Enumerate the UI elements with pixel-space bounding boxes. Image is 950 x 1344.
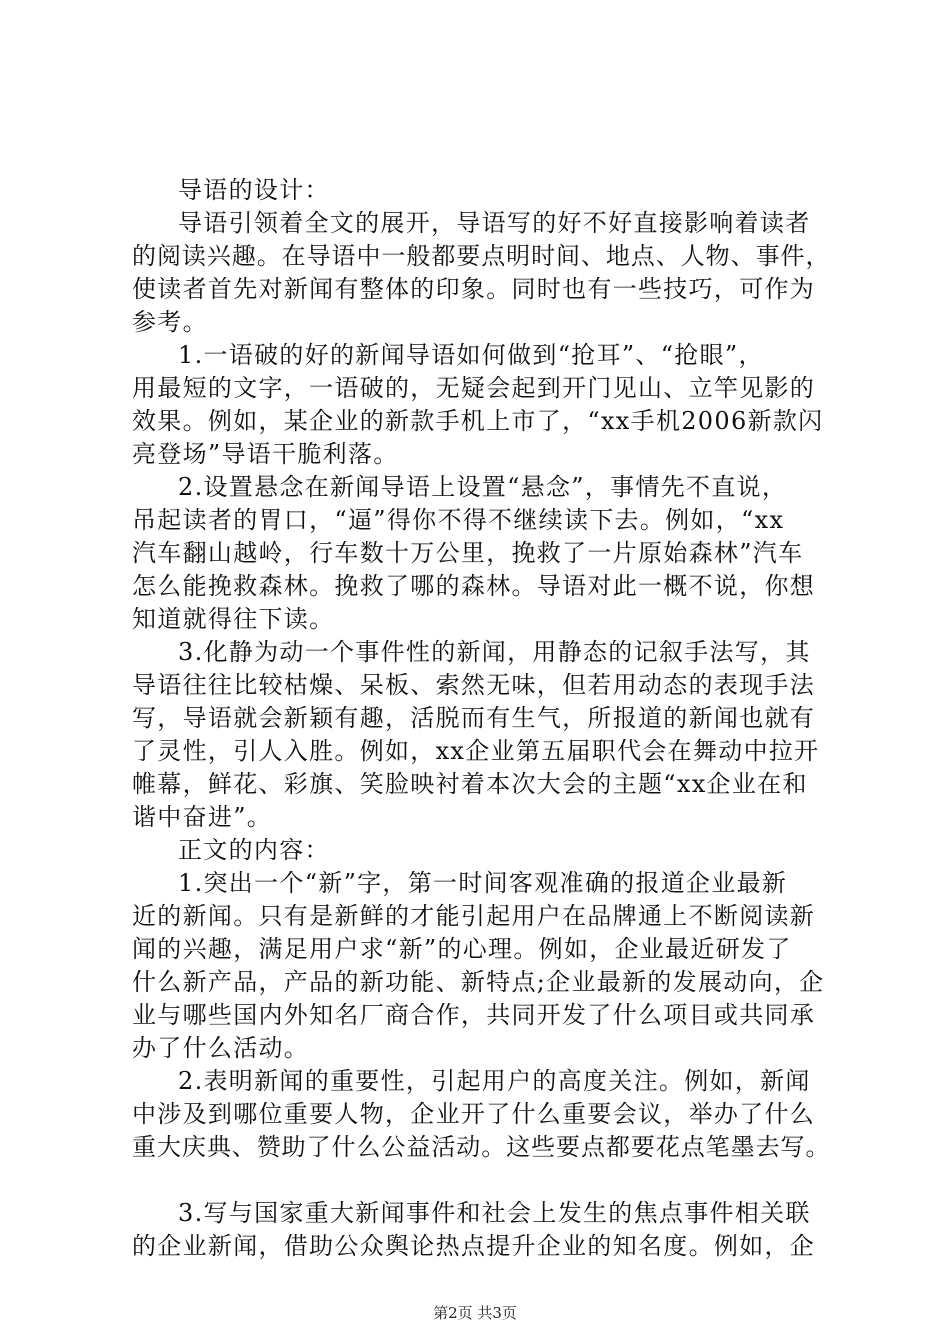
page-number-footer: 第2页 共3页: [433, 1304, 517, 1322]
paragraph-line: 帷幕，鲜花、彩旗、笑脸映衬着本次大会的主题“xx企业在和: [132, 770, 808, 798]
paragraph-line: 参考。: [132, 308, 208, 336]
paragraph-line: 怎么能挽救森林。挽救了哪的森林。导语对此一概不说，你想: [132, 572, 816, 600]
paragraph-line: 知道就得往下读。: [132, 605, 335, 633]
paragraph-line: 导语引领着全文的展开，导语写的好不好直接影响着读者: [178, 209, 811, 237]
paragraph-line: 2.表明新闻的重要性，引起用户的高度关注。例如，新闻: [178, 1067, 811, 1095]
paragraph-line: 闻的兴趣，满足用户求“新”的心理。例如，企业最近研发了: [132, 935, 792, 963]
paragraph-line: 效果。例如，某企业的新款手机上市了，“xx手机2006新款闪: [132, 407, 824, 435]
paragraph-line: 重大庆典、赞助了什么公益活动。这些要点都要花点笔墨去写。: [132, 1133, 831, 1161]
paragraph-line: 汽车翻山越岭，行车数十万公里，挽救了一片原始森林”汽车: [132, 539, 804, 567]
paragraph-line: 1.一语破的好的新闻导语如何做到“抢耳”、“抢眼”，: [178, 341, 764, 369]
paragraph-line: 谐中奋进”。: [132, 803, 273, 831]
paragraph-line: 亮登场”导语干脆利落。: [132, 440, 399, 468]
paragraph-line: 3.写与国家重大新闻事件和社会上发生的焦点事件相关联: [178, 1199, 811, 1227]
paragraph-line: 3.化静为动一个事件性的新闻，用静态的记叙手法写，其: [178, 638, 811, 666]
paragraph-line: 吊起读者的胃口，“逼”得你不得不继续读下去。例如，“xx: [132, 506, 785, 534]
paragraph-line: 导语往往比较枯燥、呆板、索然无味，但若用动态的表现手法: [132, 671, 816, 699]
paragraph-line: 什么新产品，产品的新功能、新特点;企业最新的发展动向，企: [132, 968, 825, 996]
paragraph-line: 写，导语就会新颖有趣，活脱而有生气，所报道的新闻也就有: [132, 704, 816, 732]
paragraph-line: 办了什么活动。: [132, 1034, 310, 1062]
paragraph-line: 的企业新闻，借助公众舆论热点提升企业的知名度。例如，企: [132, 1232, 816, 1260]
paragraph-line: 了灵性，引人入胜。例如，xx企业第五届职代会在舞动中拉开: [132, 737, 820, 765]
paragraph-line: 业与哪些国内外知名厂商合作，共同开发了什么项目或共同承: [132, 1001, 816, 1029]
paragraph-line: 2.设置悬念在新闻导语上设置“悬念”，事情先不直说，: [178, 473, 788, 501]
paragraph-line: 1.突出一个“新”字，第一时间客观准确的报道企业最新: [178, 869, 788, 897]
paragraph-line: 用最短的文字，一语破的，无疑会起到开门见山、立竿见影的: [132, 374, 816, 402]
paragraph-line: 的阅读兴趣。在导语中一般都要点明时间、地点、人物、事件，: [132, 242, 831, 270]
paragraph-line: 近的新闻。只有是新鲜的才能引起用户在品牌通上不断阅读新: [132, 902, 816, 930]
section-heading-body-content: 正文的内容：: [178, 836, 330, 864]
section-heading-lead-design: 导语的设计：: [178, 176, 330, 204]
paragraph-line: 使读者首先对新闻有整体的印象。同时也有一些技巧，可作为: [132, 275, 816, 303]
paragraph-line: 中涉及到哪位重要人物，企业开了什么重要会议，举办了什么: [132, 1100, 816, 1128]
